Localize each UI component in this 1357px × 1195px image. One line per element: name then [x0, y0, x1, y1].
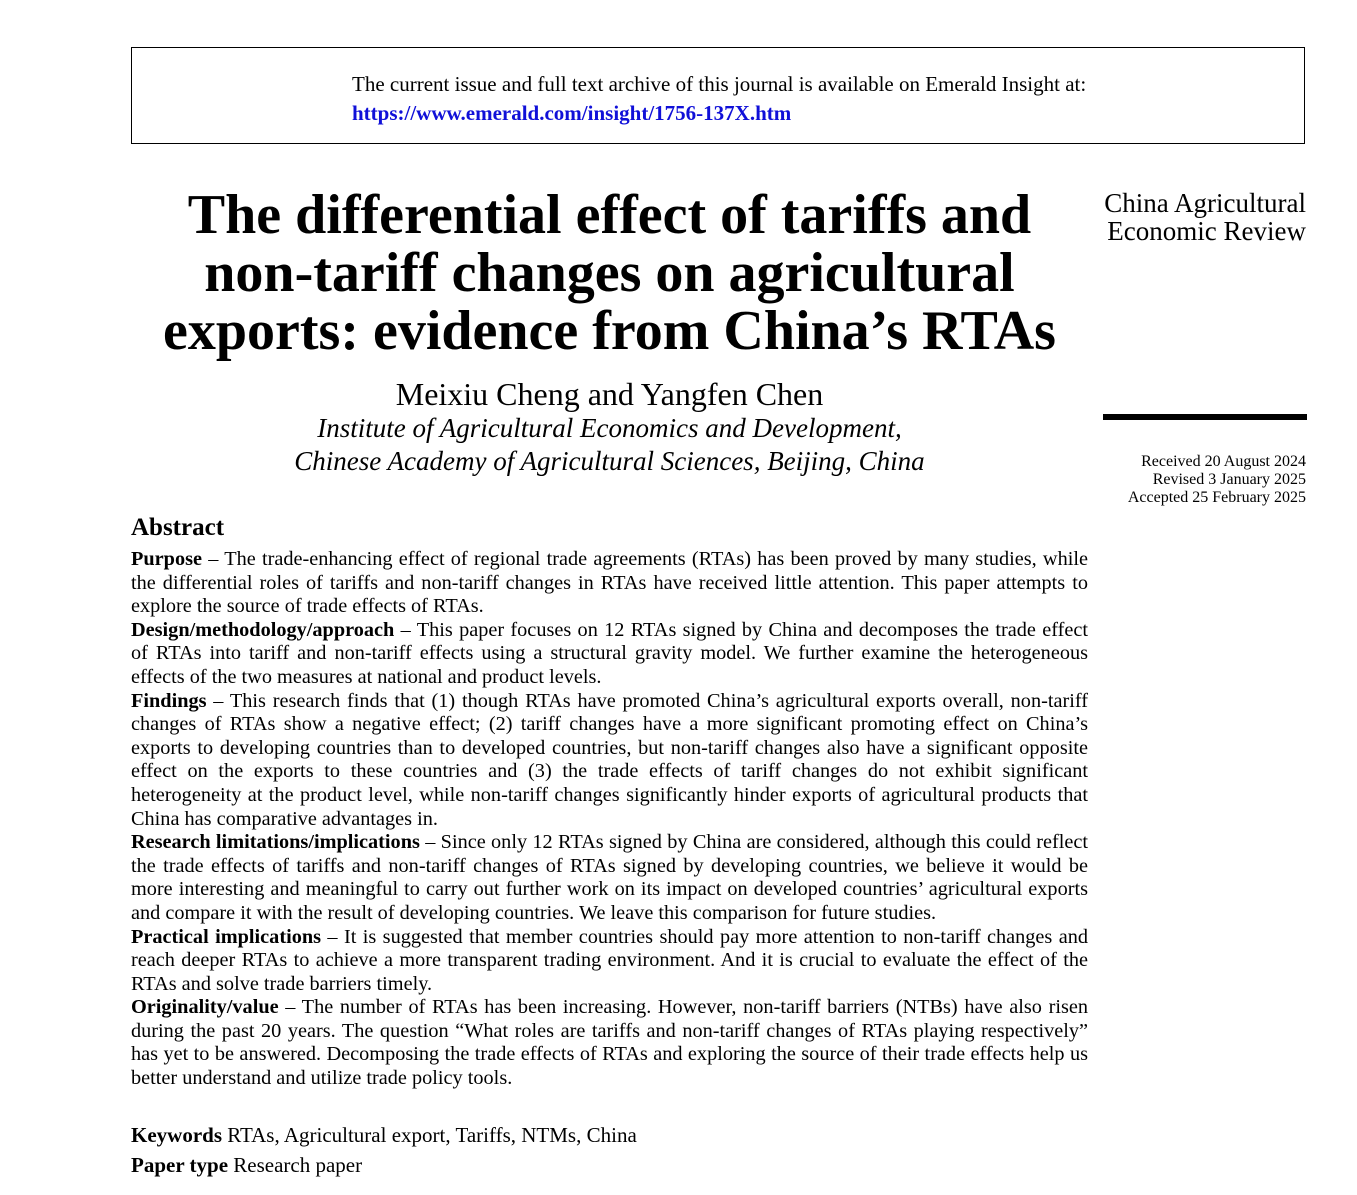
- accepted-date: Accepted 25 February 2025: [1127, 489, 1306, 506]
- revised-date: Revised 3 January 2025: [1152, 471, 1306, 488]
- received-date: Received 20 August 2024: [1141, 453, 1306, 470]
- keywords-label: Keywords: [131, 1123, 222, 1147]
- paper-type-label: Paper type: [131, 1153, 229, 1177]
- affiliation: [131, 412, 1088, 478]
- abstract-originality: [131, 996, 1088, 1090]
- section-label: Purpose: [131, 548, 202, 570]
- journal-divider: [1103, 414, 1307, 420]
- abstract-findings: [131, 690, 1088, 832]
- section-label: Design/methodology/approach: [131, 618, 395, 641]
- article-dates: [1046, 453, 1306, 507]
- journal-notice-box: [131, 47, 1305, 144]
- section-label: Practical implications: [131, 925, 322, 948]
- abstract-design: [131, 619, 1088, 690]
- abstract-practical: [131, 926, 1088, 997]
- section-text: – This paper focuses on 12 RTAs signed by China and decomposes the trade effect of RTAs into tariff and non-tariff effects using a structural gravity model. We further examine the heterogeneous effects of the two measures at national and product levels.: [131, 618, 1088, 688]
- journal-name-line: Economic Review: [1107, 216, 1306, 246]
- journal-name-line: China Agricultural: [1104, 188, 1306, 218]
- notice-text: The current issue and full text archive of this journal is available on Emerald Insight at:: [352, 72, 1087, 96]
- section-label: Research limitations/implications: [131, 831, 420, 854]
- abstract-purpose: [131, 548, 1088, 619]
- section-text: – It is suggested that member countries should pay more attention to non-tariff changes and reach deeper RTAs to achieve a more transparent trading environment. And it is crucial to evaluate the effect of the RTAs and solve trade barriers timely.: [131, 925, 1088, 995]
- affiliation-line: Institute of Agricultural Economics and Development,: [317, 413, 902, 443]
- keywords-value: RTAs, Agricultural export, Tariffs, NTMs, China: [222, 1123, 637, 1147]
- journal-name: [1046, 189, 1306, 245]
- paper-title: [131, 186, 1088, 360]
- journal-url-link[interactable]: https://www.emerald.com/insight/1756-137X.htm: [352, 101, 792, 125]
- section-text: – This research finds that (1) though RTAs have promoted China’s agricultural exports overall, non-tariff changes of RTAs show a negative effect; (2) tariff changes have a more significant promoting effect on China’s exports to developing countries than to developed countries, but non-tariff changes also have a significant opposite effect on the exports to these countries and (3) the trade effects of tariff changes do not exhibit significant heterogeneity at the product level, while non-tariff changes significantly hinder exports of agricultural products that China has comparative advantages in.: [131, 689, 1088, 830]
- abstract-limitations: [131, 831, 1088, 925]
- section-label: Originality/value: [131, 996, 279, 1019]
- section-text: – The trade-enhancing effect of regional trade agreements (RTAs) has been proved by many studies, while the differential roles of tariffs and non-tariff changes in RTAs have received little attention. This paper attempts to explore the source of trade effects of RTAs.: [131, 548, 1088, 618]
- section-label: Findings: [131, 689, 207, 712]
- title-line: The differential effect of tariffs and: [187, 184, 1032, 246]
- abstract-body: [131, 548, 1088, 1091]
- section-text: – Since only 12 RTAs signed by China are considered, although this could reflect the trade effects of tariffs and non-tariff changes of RTAs signed by developing countries, we believe it would be more interesting and meaningful to carry out further work on its impact on developed countries’ agricultural exports and compare it with the result of developing countries. We leave this comparison for future studies.: [131, 831, 1088, 924]
- affiliation-line: Chinese Academy of Agricultural Sciences, Beijing, China: [294, 446, 925, 476]
- journal-notice: [352, 70, 1086, 128]
- abstract-heading: Abstract: [131, 514, 225, 541]
- title-line: non-tariff changes on agricultural: [204, 242, 1015, 304]
- keywords: [131, 1122, 1088, 1148]
- title-line: exports: evidence from China’s RTAs: [163, 300, 1056, 362]
- paper-type: [131, 1152, 1088, 1178]
- authors: Meixiu Cheng and Yangfen Chen: [395, 376, 824, 412]
- section-text: – The number of RTAs has been increasing. However, non-tariff barriers (NTBs) have also risen during the past 20 years. The question “What roles are tariffs and non-tariff changes of RTAs playing respectively” has yet to be answered. Decomposing the trade effects of RTAs and exploring the source of their trade effects help us better understand and utilize trade policy tools.: [131, 996, 1088, 1090]
- paper-type-value: Research paper: [228, 1153, 363, 1177]
